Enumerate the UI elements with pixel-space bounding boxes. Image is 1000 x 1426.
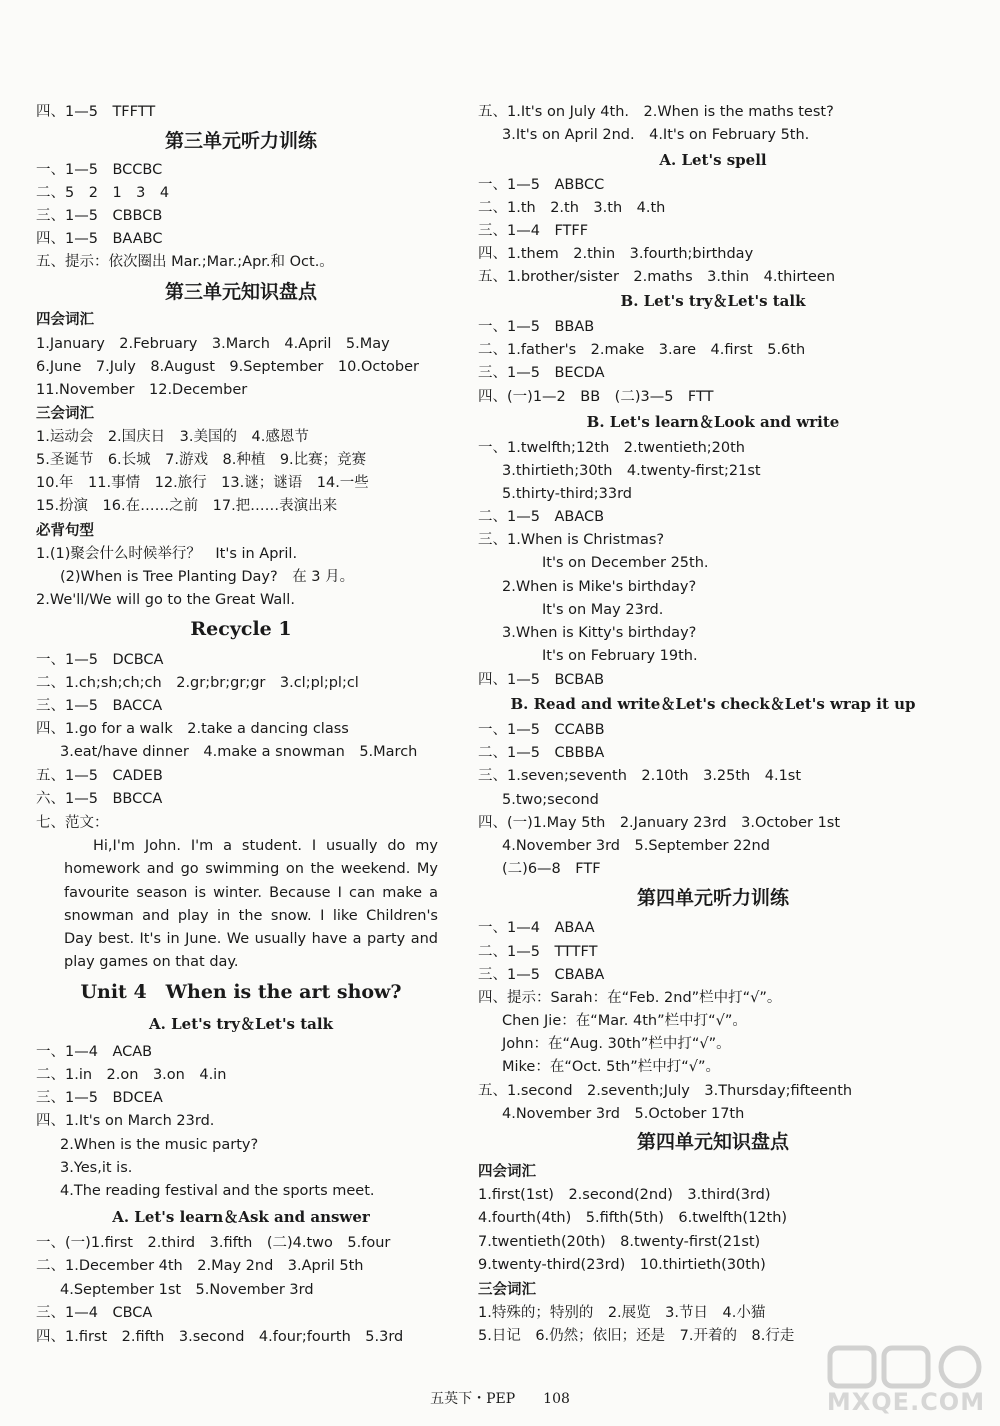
answer-line: Chen Jie：在“Mar. 4th”栏中打“√”。 xyxy=(502,1013,747,1029)
answer-line: 四、(一)1.May 5th 2.January 23rd 3.October 1st xyxy=(478,815,841,831)
answer-line: 4.November 3rd 5.September 22nd xyxy=(502,838,770,854)
answer-line: 四、1—5 BAABC xyxy=(36,231,163,247)
answer-line: 3.Yes,it is. xyxy=(60,1160,133,1176)
answer-line: 3.When is Kitty's birthday? xyxy=(502,625,697,641)
answer-line: 4.November 3rd 5.October 17th xyxy=(502,1106,745,1122)
answer-line: 二、1—5 ABACB xyxy=(478,509,605,525)
answer-line: 二、1.th 2.th 3.th 4.th xyxy=(478,200,666,216)
answer-line: 1.first(1st) 2.second(2nd) 3.third(3rd) xyxy=(478,1187,771,1203)
answer-line: 一、1—4 ACAB xyxy=(36,1044,153,1060)
answer-line: 2.When is Mike's birthday? xyxy=(502,579,697,595)
answer-line: 四、(一)1—2 BB (二)3—5 FTT xyxy=(478,389,714,405)
subsection-heading: A. Let's try＆Let's talk xyxy=(149,1015,333,1033)
answer-line: 六、1—5 BBCCA xyxy=(36,791,163,807)
answer-line: John：在“Aug. 30th”栏中打“√”。 xyxy=(502,1036,731,1052)
answer-line: 1.特殊的；特别的 2.展览 3.节日 4.小猫 xyxy=(478,1305,766,1321)
watermark-text: MXQE.COM xyxy=(826,1388,986,1416)
answer-line: 一、1—5 CCABB xyxy=(478,722,605,738)
answer-line: 10.年 11.事情 12.旅行 13.谜；谜语 14.一些 xyxy=(36,475,369,491)
answer-line: 四、1.first 2.fifth 3.second 4.four;fourth 5.3rd xyxy=(36,1329,404,1345)
answer-line: 四、提示：Sarah：在“Feb. 2nd”栏中打“√”。 xyxy=(478,990,782,1006)
section-heading: 第三单元知识盘点 xyxy=(164,281,317,303)
subsection-heading: A. Let's learn＆Ask and answer xyxy=(112,1208,370,1226)
subsection-heading: B. Let's try＆Let's talk xyxy=(620,292,806,310)
answer-line: 三、1—4 CBCA xyxy=(36,1305,153,1321)
category-label: 三会词汇 xyxy=(478,1282,536,1298)
answer-line: 2.We'll/We will go to the Great Wall. xyxy=(36,592,295,608)
section-heading: Unit 4 When is the art show? xyxy=(80,981,402,1003)
answer-line: It's on May 23rd. xyxy=(542,602,664,618)
answer-line: 5.圣诞节 6.长城 7.游戏 8.种植 9.比赛；竞赛 xyxy=(36,452,367,468)
answer-line: 5.thirty-third;33rd xyxy=(502,486,633,502)
answer-line: 一、1—4 ABAA xyxy=(478,920,595,936)
answer-line: It's on December 25th. xyxy=(542,555,709,571)
answer-line: 五、1.brother/sister 2.maths 3.thin 4.thirteen xyxy=(478,269,836,285)
answer-line: 七、范文： xyxy=(36,815,109,831)
category-label: 四会词汇 xyxy=(36,312,94,328)
page-footer: 五英下・PEP 108 xyxy=(430,1391,570,1407)
answer-line: 4.fourth(4th) 5.fifth(5th) 6.twelfth(12th) xyxy=(478,1210,788,1226)
answer-line: Mike：在“Oct. 5th”栏中打“√”。 xyxy=(502,1059,721,1075)
answer-line: 三、1.When is Christmas? xyxy=(478,532,665,548)
answer-line: (二)6—8 FTF xyxy=(502,861,601,877)
sample-essay: Hi,I'm John. I'm a student. I usually do my homework and go swimming on the weekend. My favourite season is winter. Because I can make a snowman and play in the snow. I like Children's Day best. It's in June. We usually have a party and play games on that day. xyxy=(64,838,438,971)
answer-line: 5.日记 6.仍然；依旧；还是 7.开着的 8.行走 xyxy=(478,1328,795,1344)
answer-line: 1.运动会 2.国庆日 3.美国的 4.感恩节 xyxy=(36,429,309,445)
answer-line: 7.twentieth(20th) 8.twenty-first(21st) xyxy=(478,1234,761,1250)
answer-line: 1.(1)聚会什么时候举行？ It's in April. xyxy=(36,546,298,562)
category-label: 三会词汇 xyxy=(36,406,94,422)
answer-line: 四、1.them 2.thin 3.fourth;birthday xyxy=(478,246,754,262)
answer-line: 一、1.twelfth;12th 2.twentieth;20th xyxy=(478,440,745,456)
answer-line: It's on February 19th. xyxy=(542,648,698,664)
answer-line: 1.January 2.February 3.March 4.April 5.May xyxy=(36,336,390,352)
answer-line: 4.The reading festival and the sports meet. xyxy=(60,1183,375,1199)
answer-line: 三、1—5 BDCEA xyxy=(36,1090,163,1106)
answer-line: (2)When is Tree Planting Day? 在 3 月。 xyxy=(60,569,355,585)
answer-line: 三、1—5 CBABA xyxy=(478,967,605,983)
answer-line: 三、1.seven;seventh 2.10th 3.25th 4.1st xyxy=(478,768,802,784)
answer-line: 3.It's on April 2nd. 4.It's on February 5th. xyxy=(502,127,810,143)
answer-line: 15.扮演 16.在……之前 17.把……表演出来 xyxy=(36,498,338,514)
answer-line: 二、1.December 4th 2.May 2nd 3.April 5th xyxy=(36,1258,364,1274)
answer-line: 五、1.It's on July 4th. 2.When is the maths test? xyxy=(478,104,834,120)
answer-line: 三、1—5 CBBCB xyxy=(36,208,163,224)
answer-line: 四、1—5 TFFTT xyxy=(36,104,156,120)
answer-line: 二、1.in 2.on 3.on 4.in xyxy=(36,1067,227,1083)
answer-line: 三、1—4 FTFF xyxy=(478,223,589,239)
answer-line: 一、1—5 DCBCA xyxy=(36,652,164,668)
answer-line: 三、1—5 BECDA xyxy=(478,365,605,381)
answer-line: 二、1—5 TTTFT xyxy=(478,944,598,960)
answer-line: 9.twenty-third(23rd) 10.thirtieth(30th) xyxy=(478,1257,766,1273)
section-heading: 第四单元听力训练 xyxy=(636,887,789,909)
answer-line: 一、1—5 BBAB xyxy=(478,319,595,335)
answer-line: 6.June 7.July 8.August 9.September 10.October xyxy=(36,359,419,375)
answer-line: 2.When is the music party? xyxy=(60,1137,259,1153)
answer-line: 二、5 2 1 3 4 xyxy=(36,185,170,201)
answer-line: 一、1—5 BCCBC xyxy=(36,162,163,178)
answer-line: 四、1—5 BCBAB xyxy=(478,672,605,688)
section-heading: Recycle 1 xyxy=(190,618,292,640)
answer-line: 11.November 12.December xyxy=(36,382,248,398)
answer-line: 一、1—5 ABBCC xyxy=(478,177,605,193)
answer-line: 五、1—5 CADEB xyxy=(36,768,163,784)
category-label: 四会词汇 xyxy=(478,1164,536,1180)
section-heading: 第三单元听力训练 xyxy=(164,130,317,152)
answer-line: 二、1.father's 2.make 3.are 4.first 5.6th xyxy=(478,342,806,358)
answer-line: 二、1.ch;sh;ch;ch 2.gr;br;gr;gr 3.cl;pl;pl;cl xyxy=(36,675,359,691)
answer-line: 5.two;second xyxy=(502,792,599,808)
answer-line: 三、1—5 BACCA xyxy=(36,698,163,714)
subsection-heading: B. Read and write＆Let's check＆Let's wrap it up xyxy=(510,695,916,713)
answer-line: 四、1.go for a walk 2.take a dancing class xyxy=(36,721,349,737)
answer-line: 五、提示：依次圈出 Mar.;Mar.;Apr.和 Oct.。 xyxy=(36,254,334,270)
answer-line: 五、1.second 2.seventh;July 3.Thursday;fifteenth xyxy=(478,1083,853,1099)
answer-line: 3.eat/have dinner 4.make a snowman 5.March xyxy=(60,744,418,760)
category-label: 必背句型 xyxy=(36,523,94,539)
watermark-logo xyxy=(820,1344,992,1422)
answer-line: 二、1—5 CBBBA xyxy=(478,745,605,761)
subsection-heading: B. Let's learn＆Look and write xyxy=(586,413,840,431)
subsection-heading: A. Let's spell xyxy=(659,151,767,169)
answer-line: 4.September 1st 5.November 3rd xyxy=(60,1282,314,1298)
answer-line: 一、(一)1.first 2.third 3.fifth (二)4.two 5.four xyxy=(36,1235,391,1251)
answer-line: 3.thirtieth;30th 4.twenty-first;21st xyxy=(502,463,761,479)
answer-line: 四、1.It's on March 23rd. xyxy=(36,1113,215,1129)
section-heading: 第四单元知识盘点 xyxy=(636,1131,789,1153)
watermark-graphic xyxy=(820,1344,992,1390)
